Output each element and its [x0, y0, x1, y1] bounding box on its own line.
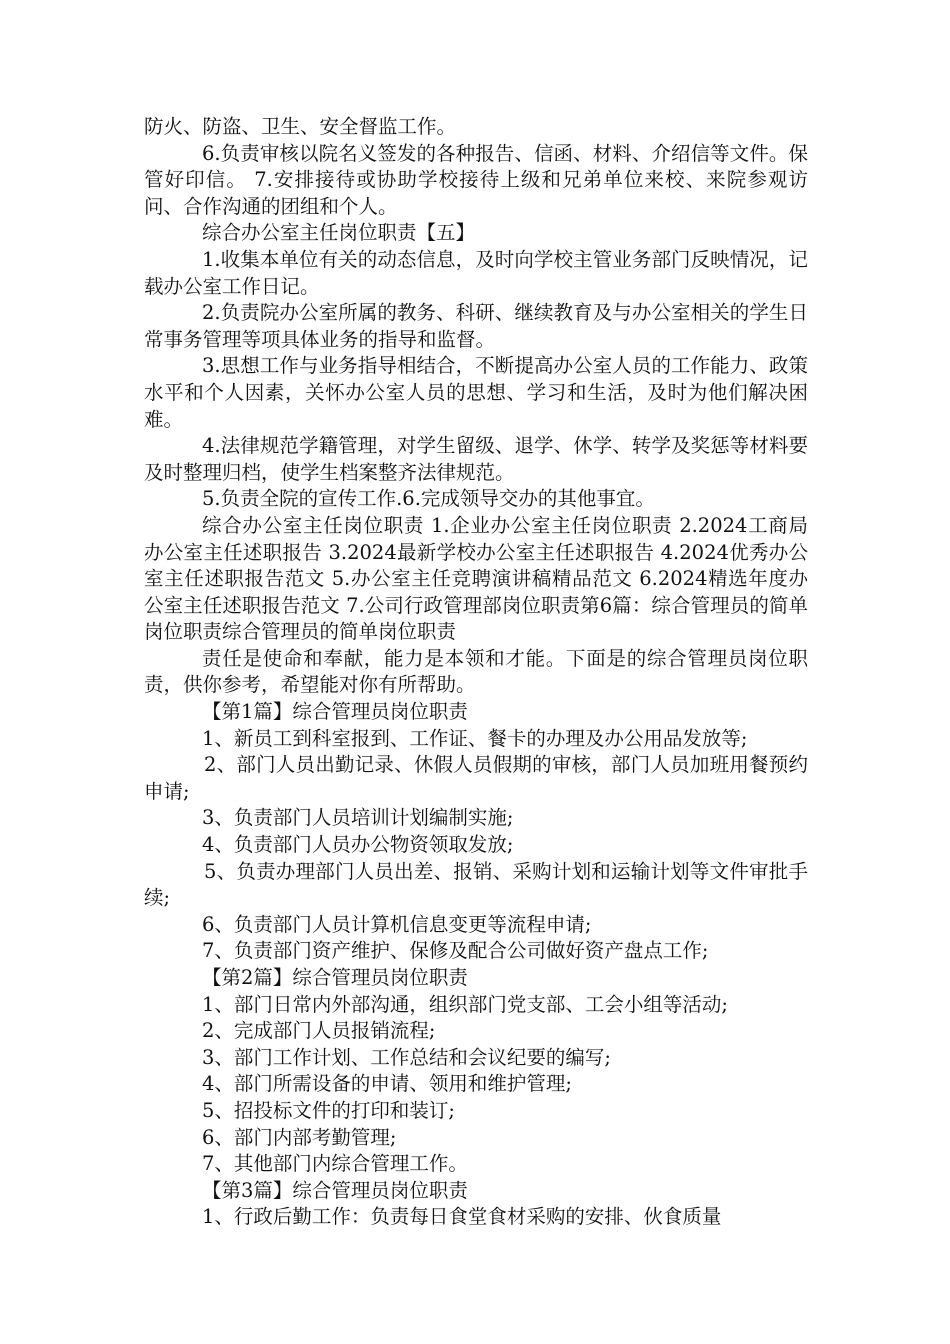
paragraph: 防火、防盗、卫生、安全督监工作。 [144, 115, 457, 138]
paragraph: 综合办公室主任岗位职责 1.企业办公室主任岗位职责 2.2024工商局办公室主任述职报告 3.2024最新学校办公室主任述职报告 4.2024优秀办公室主任述职报告范文 5.办公室主任竞聘演讲稿精品范文 6.2024精选年度办公室主任述职报告范文 7.公司行政管理部岗位职责第6篇：综合管理员的简单岗位职责综合管理员的简单岗位职责 [144, 513, 808, 644]
paragraph: 2.负责院办公室所属的教务、科研、继续教育及与办公室相关的学生日常事务管理等项具体业务的指导和监督。 [144, 301, 808, 351]
list-item: 1、行政后勤工作：负责每日食堂食材采购的安排、伙食质量 [202, 1205, 722, 1229]
list-item: 4、负责部门人员办公物资领取发放; [202, 833, 514, 857]
section-heading: 综合办公室主任岗位职责【五】 [202, 221, 476, 245]
list-item: 4、部门所需设备的申请、领用和维护管理; [202, 1072, 572, 1096]
paragraph: 6.负责审核以院名义签发的各种报告、信函、材料、介绍信等文件。保管好印信。 7.安排接待或协助学校接待上级和兄弟单位来校、来院参观访问、合作沟通的团组和个人。 [144, 141, 808, 218]
list-item: 1、部门日常内外部沟通，组织部门党支部、工会小组等活动; [202, 992, 728, 1016]
list-item: 7、其他部门内综合管理工作。 [202, 1152, 468, 1176]
paragraph: 5.负责全院的宣传工作.6.完成领导交办的其他事宜。 [202, 487, 655, 511]
section-heading: 【第1篇】综合管理员岗位职责 [202, 700, 468, 724]
list-item: 6、部门内部考勤管理; [202, 1125, 397, 1149]
paragraph: 责任是使命和奉献，能力是本领和才能。下面是的综合管理员岗位职责，供你参考，希望能对你有所帮助。 [144, 646, 808, 697]
list-item: 3、负责部门人员培训计划编制实施; [202, 806, 514, 830]
paragraph: 4.法律规范学籍管理，对学生留级、退学、休学、转学及奖惩等材料要及时整理归档，使学生档案整齐法律规范。 [144, 434, 808, 484]
list-item: 2、部门人员出勤记录、休假人员假期的审核，部门人员加班用餐预约申请; [144, 753, 808, 803]
list-item: 5、招投标文件的打印和装订; [202, 1098, 455, 1122]
list-item: 6、负责部门人员计算机信息变更等流程申请; [202, 912, 592, 936]
list-item: 5、负责办理部门人员出差、报销、采购计划和运输计划等文件审批手续; [144, 859, 808, 910]
section-heading: 【第3篇】综合管理员岗位职责 [202, 1178, 468, 1202]
list-item: 1、新员工到科室报到、工作证、餐卡的办理及办公用品发放等; [202, 726, 748, 750]
list-item: 2、完成部门人员报销流程; [202, 1019, 436, 1043]
section-heading: 【第2篇】综合管理员岗位职责 [202, 966, 468, 989]
paragraph: 3.思想工作与业务指导相结合，不断提高办公室人员的工作能力、政策水平和个人因素，关怀办公室人员的思想、学习和生活，及时为他们解决困难。 [144, 354, 808, 431]
paragraph: 1.收集本单位有关的动态信息，及时向学校主管业务部门反映情况，记载办公室工作日记。 [144, 247, 808, 298]
list-item: 7、负责部门资产维护、保修及配合公司做好资产盘点工作; [202, 939, 709, 963]
document-body [144, 114, 808, 1231]
list-item: 3、部门工作计划、工作总结和会议纪要的编写; [202, 1045, 611, 1069]
